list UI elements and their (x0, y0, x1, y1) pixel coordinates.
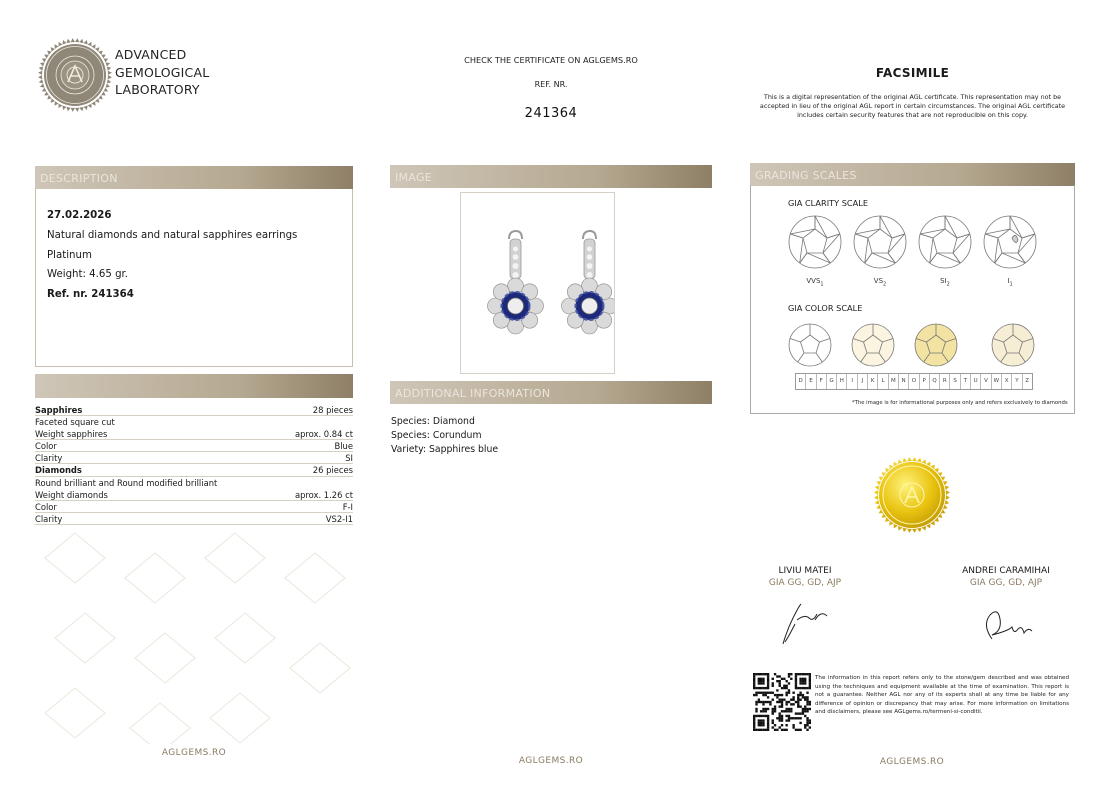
description-header: DESCRIPTION (35, 166, 353, 189)
color-grade-cell: H (836, 374, 846, 389)
item-ref: Ref. nr. 241364 (47, 289, 134, 301)
color-grade-cell: D (798, 378, 803, 384)
color-letter-strip (795, 373, 1033, 390)
spec-value: F-I (342, 501, 353, 512)
logo-line-3: LABORATORY (115, 82, 200, 97)
signatory-1-name: LIVIU MATEI (778, 566, 832, 576)
additional-info (391, 415, 498, 457)
disclaimer-text: The information in this report refers only to the stone/gem described and was obtained using the techniques and equipment available at the time of examination. This report is not a guarantee. Neither AGL nor any of its experts shall at any time be liable for any difference of opinion or discrepancy that may arise. For more information on limitations and disclaimers, please see AGLgems.ro/termeni-si-conditii. (815, 675, 1069, 716)
signatory-1-credentials: GIA GG, GD, AJP (768, 578, 842, 588)
watermark-pattern (35, 528, 353, 744)
metal: Platinum (47, 249, 92, 261)
agl-seal-logo (36, 36, 114, 114)
footer-website-right[interactable]: AGLGEMS.RO (879, 757, 945, 767)
ref-number: 241364 (524, 106, 578, 121)
clarity-label-vs: $VS_2$ (873, 277, 887, 288)
clarity-scale-title: GIA CLARITY SCALE (788, 198, 868, 208)
footer-website-left[interactable]: AGLGEMS.RO (161, 748, 227, 758)
spec-row (35, 513, 353, 525)
color-grade-cell: L (877, 374, 887, 389)
signature-1 (775, 600, 835, 648)
color-grade-cell: N (898, 374, 908, 389)
gold-seal-icon (872, 455, 952, 535)
clarity-label-si: $SI_2$ (940, 277, 950, 288)
spec-label: Weight diamonds (35, 489, 108, 500)
logo-line-2: GEMOLOGICAL (115, 64, 210, 80)
color-grade-cell: T (960, 374, 970, 389)
spec-value: 28 pieces (312, 405, 353, 415)
clarity-label-i: $I_1$ (1007, 277, 1013, 288)
color-grade-cell: X (1001, 374, 1011, 389)
spec-label: Diamonds (35, 465, 82, 476)
spec-value: Blue (334, 441, 353, 452)
spec-row (35, 428, 353, 440)
spec-label: Color (35, 441, 57, 452)
color-grade-cell: P (919, 374, 929, 389)
color-grade-cell: U (970, 374, 980, 389)
color-diamonds (786, 320, 1041, 372)
color-grade-cell: K (867, 374, 877, 389)
signatory-2-name: ANDREI CARAMIHAI (962, 566, 1050, 576)
color-grade-cell: E (805, 374, 815, 389)
spec-row (35, 416, 353, 428)
earrings-photo (460, 192, 615, 374)
spec-label: Clarity (35, 453, 63, 464)
facsimile-title: FACSIMILE (875, 66, 950, 80)
spec-value: SI (345, 453, 353, 464)
spec-label: Round brilliant and Round modified brilliant (35, 477, 218, 488)
color-grade-cell: V (980, 374, 990, 389)
item-weight: Weight: 4.65 gr. (47, 269, 129, 281)
stone-specs (35, 404, 353, 525)
spec-value: VS2-I1 (325, 513, 353, 524)
check-certificate-link[interactable]: CHECK THE CERTIFICATE ON AGLGEMS.RO (464, 55, 638, 65)
color-grade-cell: G (826, 374, 836, 389)
spec-value: aprox. 0.84 ct (294, 429, 353, 440)
specs-header (35, 374, 353, 398)
item-description: Natural diamonds and natural sapphires earrings (47, 229, 298, 241)
logo-line-1: ADVANCED (115, 47, 187, 62)
color-grade-cell: Q (929, 374, 939, 389)
spec-value: aprox. 1.26 ct (294, 489, 353, 500)
spec-label: Weight sapphires (35, 429, 108, 440)
spec-row (35, 464, 353, 476)
footer-website-center[interactable]: AGLGEMS.RO (518, 756, 584, 766)
grading-header: GRADING SCALES (750, 163, 1075, 186)
qr-code[interactable] (753, 673, 811, 731)
signature-2 (978, 605, 1034, 645)
color-grade-cell: O (908, 374, 918, 389)
color-grade-cell: F (816, 374, 826, 389)
spec-row (35, 440, 353, 452)
signatory-2-credentials: GIA GG, GD, AJP (969, 578, 1043, 588)
color-grade-cell: Y (1011, 374, 1021, 389)
image-header: IMAGE (390, 165, 712, 188)
spec-label: Clarity (35, 513, 63, 524)
clarity-label-vvs: $VVS_1$ (806, 277, 824, 288)
color-grade-cell: I (846, 374, 856, 389)
spec-label: Faceted square cut (35, 417, 115, 428)
spec-row (35, 477, 353, 489)
color-scale-title: GIA COLOR SCALE (788, 303, 863, 313)
color-grade-cell: S (949, 374, 959, 389)
spec-value: 26 pieces (312, 465, 353, 476)
species-corundum: Species: Corundum (391, 430, 482, 441)
spec-row (35, 501, 353, 513)
species-diamond: Species: Diamond (391, 416, 475, 427)
color-grade-cell: Z (1022, 374, 1032, 389)
clarity-diamonds (786, 214, 1041, 274)
description-panel (35, 189, 353, 367)
logo-wordmark (115, 46, 209, 99)
certificate-date: 27.02.2026 (47, 210, 112, 221)
color-grade-cell: W (991, 374, 1001, 389)
color-grade-cell: M (888, 374, 898, 389)
ref-label: REF. NR. (534, 80, 568, 89)
facsimile-note: This is a digital representation of the original AGL certificate. This representation may not be accepted in lieu of the original AGL report in certain circumstances. The original AGL certificate includes certain security features that are not reproducible on this copy. (759, 93, 1066, 119)
spec-row (35, 452, 353, 464)
spec-label: Color (35, 501, 57, 512)
color-grade-cell: J (857, 374, 867, 389)
variety: Variety: Sapphires blue (391, 444, 499, 455)
spec-row (35, 489, 353, 501)
grading-note: *The image is for informational purposes only and refers exclusively to diamonds (852, 400, 1068, 406)
spec-label: Sapphires (35, 405, 83, 415)
spec-row (35, 404, 353, 416)
additional-info-header: ADDITIONAL INFORMATION (390, 381, 712, 404)
color-grade-cell: R (939, 374, 949, 389)
